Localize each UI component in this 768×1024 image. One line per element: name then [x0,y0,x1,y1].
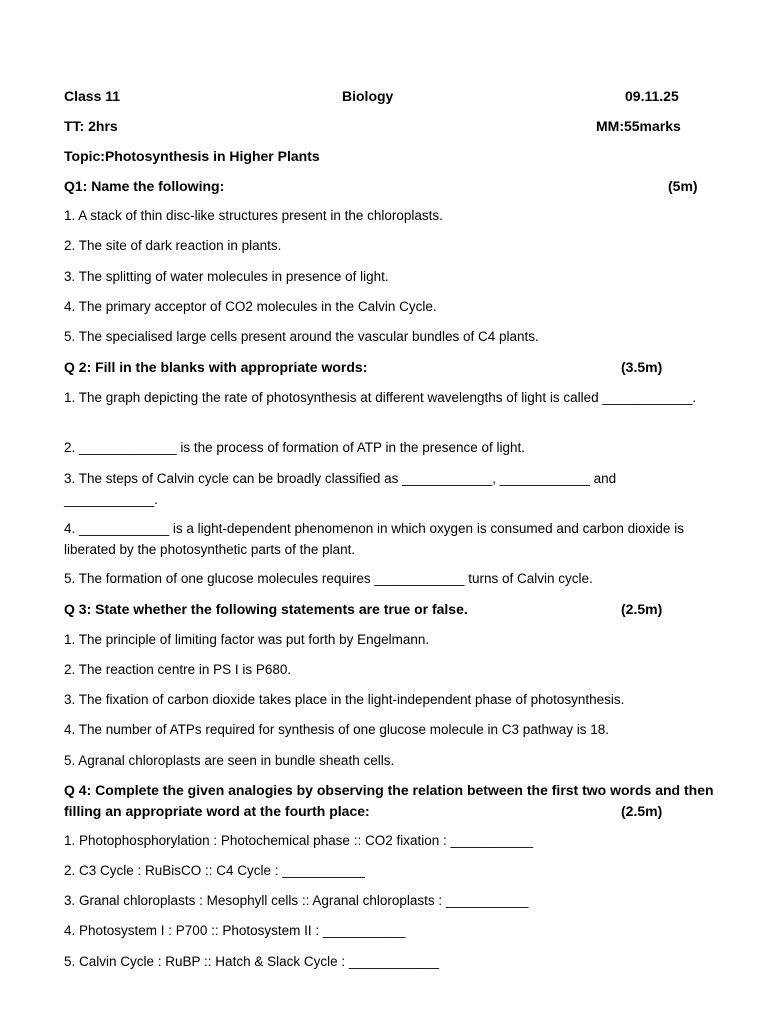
q4-item: 5. Calvin Cycle : RuBP :: Hatch & Slack Cycle : ____________ [64,954,439,969]
max-marks-label: MM:55marks [596,118,681,134]
q3-item: 4. The number of ATPs required for synthesis of one glucose molecule in C3 pathway is 18. [64,722,610,737]
q3-title: Q 3: State whether the following statements are true or false. [64,601,468,617]
q3-item: 5. Agranal chloroplasts are seen in bundle sheath cells. [64,753,395,768]
q1-item: 3. The splitting of water molecules in presence of light. [64,269,389,284]
q1-item: 5. The specialised large cells present around the vascular bundles of C4 plants. [64,329,539,344]
q1-title: Q1: Name the following: [64,178,225,194]
q2-item: 1. The graph depicting the rate of photosynthesis at different wavelengths of light is called ____________. [64,390,697,405]
q2-item: 5. The formation of one glucose molecules requires ____________ turns of Calvin cycle. [64,571,593,586]
q2-item: 4. ____________ is a light-dependent phenomenon in which oxygen is consumed and carbon dioxide is liberated by the photosynthetic parts of the plant. [64,521,684,557]
q1-item: 1. A stack of thin disc-like structures present in the chloroplasts. [64,208,443,223]
q2-item: 3. The steps of Calvin cycle can be broadly classified as ____________, ____________ and ____________. [64,471,617,507]
subject-label: Biology [342,88,394,104]
q2-title: Q 2: Fill in the blanks with appropriate words: [64,359,368,375]
q4-item: 3. Granal chloroplasts : Mesophyll cells :: Agranal chloroplasts : ___________ [64,893,529,908]
q4-title-line1: Q 4: Complete the given analogies by observing the relation between the first two words and then [64,782,714,798]
q1-item: 2. The site of dark reaction in plants. [64,238,282,253]
q4-item: 4. Photosystem I : P700 :: Photosystem II : ___________ [64,923,406,938]
date-label: 09.11.25 [625,88,679,104]
q3-item: 2. The reaction centre in PS I is P680. [64,662,292,677]
q4-marks: (2.5m) [621,803,663,819]
q2-item: 2. _____________ is the process of formation of ATP in the presence of light. [64,440,526,455]
q3-marks: (2.5m) [621,601,663,617]
q4-item: 1. Photophosphorylation : Photochemical phase :: CO2 fixation : ___________ [64,833,534,848]
q2-marks: (3.5m) [621,359,663,375]
topic-label: Topic:Photosynthesis in Higher Plants [64,148,320,164]
q3-item: 3. The fixation of carbon dioxide takes place in the light-independent phase of photosynthesis. [64,692,625,707]
class-label: Class 11 [64,88,121,104]
q3-item: 1. The principle of limiting factor was put forth by Engelmann. [64,632,430,647]
q1-marks: (5m) [668,178,698,194]
q4-item: 2. C3 Cycle : RuBisCO :: C4 Cycle : ___________ [64,863,365,878]
q1-item: 4. The primary acceptor of CO2 molecules in the Calvin Cycle. [64,299,437,314]
time-label: TT: 2hrs [64,118,118,134]
q4-title-line2: filling an appropriate word at the fourth place: [64,803,370,819]
